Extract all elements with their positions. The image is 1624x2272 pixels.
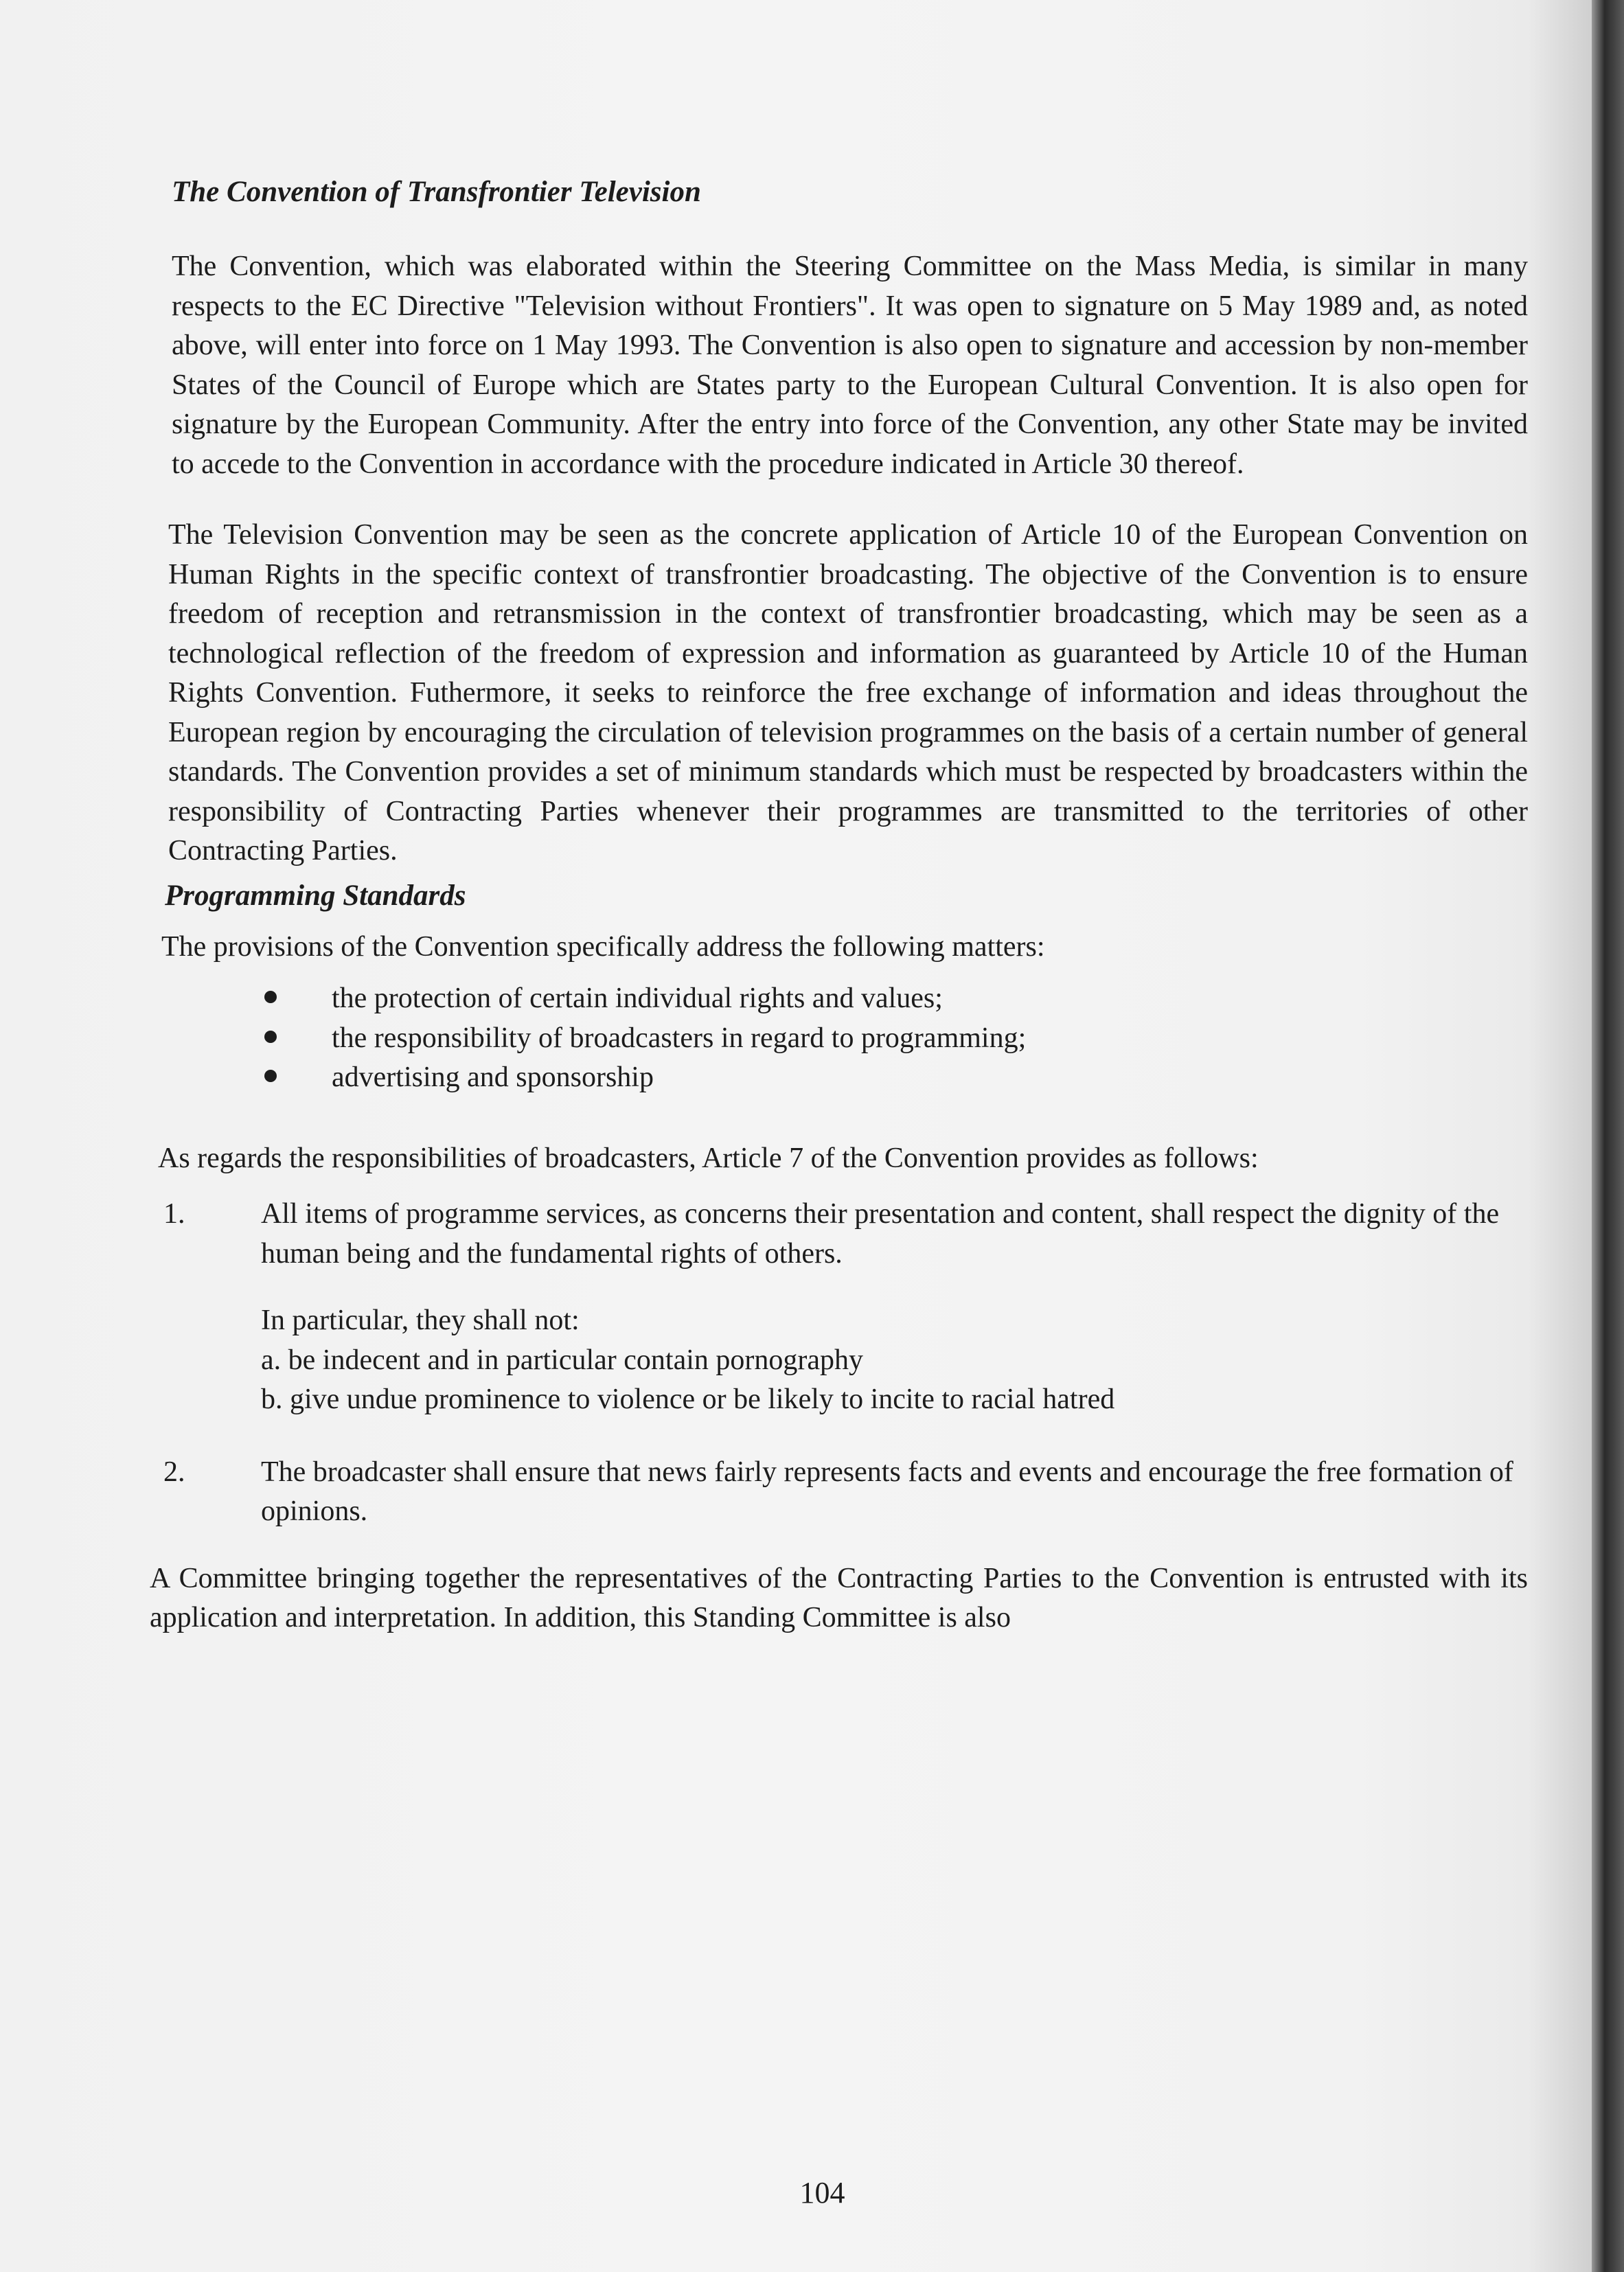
section-heading-programming-standards: Programming Standards [165,879,466,912]
bullet-icon [264,991,277,1003]
list-item [158,1019,1528,1059]
paragraph-article7-intro: As regards the responsibilities of broadcasters, Article 7 of the Convention provides as follows: [158,1142,1259,1174]
list-item-text: the protection of certain individual rights and values; [332,983,943,1014]
provision-text: The broadcaster shall ensure that news fairly represents facts and events and encourage the free formation of opinions. [261,1456,1513,1527]
provision-number: 1. [163,1198,185,1230]
bullet-icon [264,1031,277,1043]
sublist-item-b: b. give undue prominence to violence or be likely to incite to racial hatred [261,1384,1115,1415]
bullet-icon [264,1070,277,1082]
article7-provisions [158,1195,1528,1274]
list-item [158,979,1528,1019]
provision-item-1 [158,1195,1528,1274]
provision-text: All items of programme services, as concerns their presentation and content, shall respect the dignity of the human being and the fundamental rights of others. [261,1198,1500,1270]
paragraph-standing-committee: A Committee bringing together the representatives of the Contracting Parties to the Convention is entrusted with its application and interpretation. In addition, this Standing Committee is also [150,1562,1528,1633]
provision-1-sublist [261,1301,1528,1420]
document-body [150,172,1528,1638]
list-item [158,1058,1528,1098]
section-heading-convention: The Convention of Transfrontier Television [172,176,701,208]
page-number: 104 [799,2176,845,2210]
matters-list [158,979,1528,1098]
sublist-item-a: a. be indecent and in particular contain pornography [261,1344,863,1376]
list-item-text: the responsibility of broadcasters in regard to programming; [332,1022,1027,1054]
article7-provisions-continued [158,1453,1528,1532]
book-spine-shadow [1592,0,1624,2272]
paragraph-convention-overview: The Convention, which was elaborated within the Steering Committee on the Mass Media, is similar in many respects to the EC Directive "Television without Frontiers". It was open to signature on 5 May 1989 and, as noted above, will enter into force on 1 May 1993. The Convention is also open to signature and accession by non-member States of the Council of Europe which are States party to the European Cultural Convention. It is also open for signature by the European Community. After the entry into force of the Convention, any other State may be invited to accede to the Convention in accordance with the procedure indicated in Article 30 thereof. [172,251,1528,480]
provision-item-2 [158,1453,1528,1532]
paragraph-convention-objective: The Television Convention may be seen as the concrete application of Article 10 of the European Convention on Human Rights in the specific context of transfrontier broadcasting. The objective of the Convention is to ensure freedom of reception and retransmission in the context of transfrontier broadcasting, which may be seen as a technological reflection of the freedom of expression and information as guaranteed by Article 10 of the Human Rights Convention. Futhermore, it seeks to reinforce the free exchange of information and ideas throughout the European region by encouraging the circulation of television programmes on the basis of a certain number of general standards. The Convention provides a set of minimum standards which must be respected by broadcasters within the responsibility of Contracting Parties whenever their programmes are transmitted to the territories of other Contracting Parties. [168,519,1528,867]
sublist-intro: In particular, they shall not: [261,1305,580,1336]
provision-number: 2. [163,1456,185,1488]
paragraph-provisions-intro: The provisions of the Convention specifically address the following matters: [161,930,1045,963]
list-item-text: advertising and sponsorship [332,1062,654,1093]
